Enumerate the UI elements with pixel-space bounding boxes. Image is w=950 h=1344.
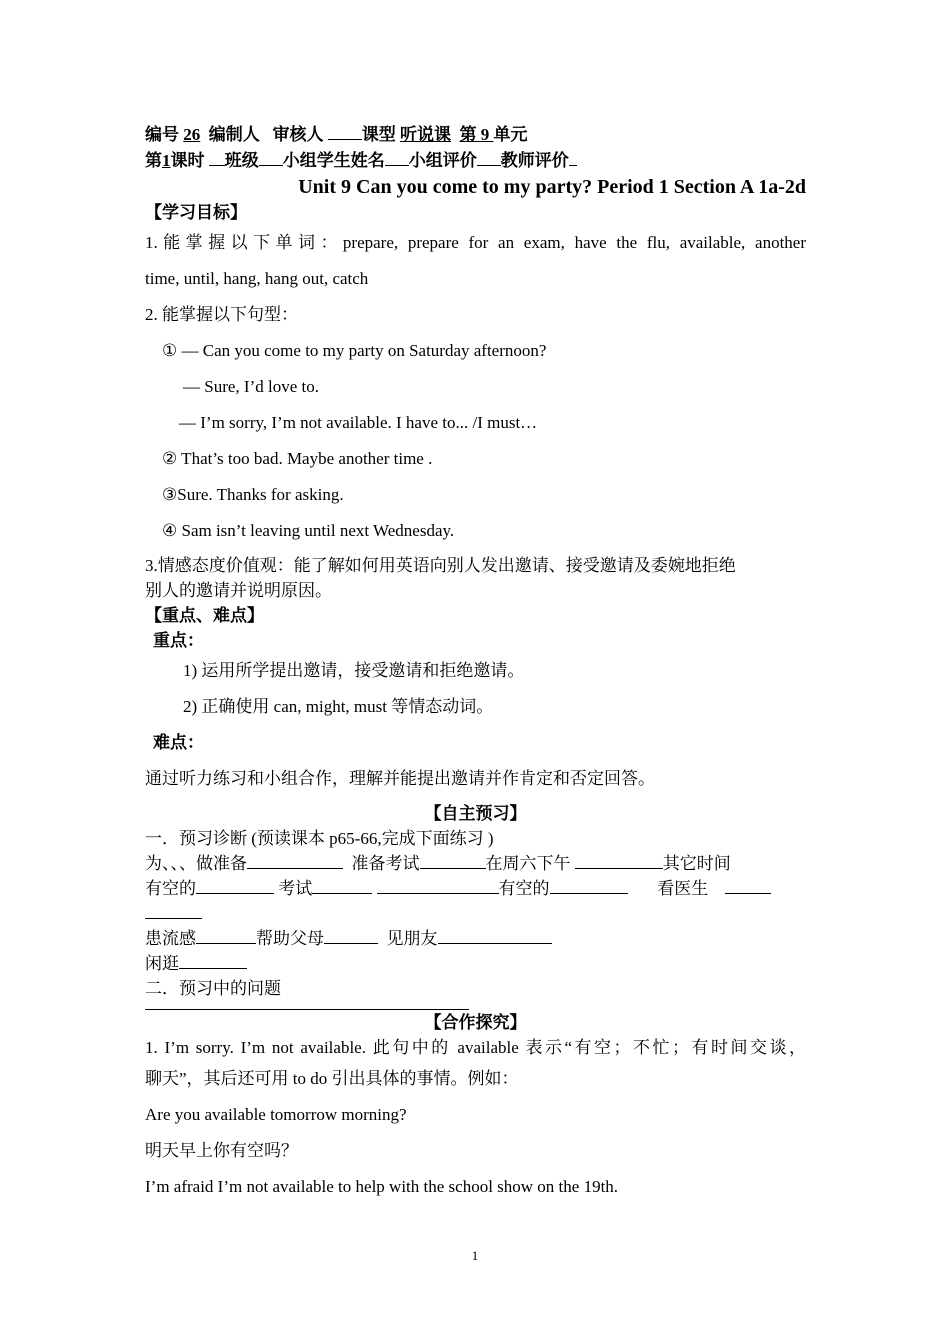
header-period-prefix: 第 bbox=[145, 151, 162, 170]
word-meet-friend: 见朋友 bbox=[386, 929, 438, 948]
word-see-doctor: 看医生 bbox=[657, 879, 709, 898]
word-prepare-for: 为、、、做准备 bbox=[145, 854, 247, 873]
sentence-3: ③Sure. Thanks for asking. bbox=[162, 485, 344, 504]
header-course-type-label: 课型 bbox=[361, 125, 396, 144]
header-unit-suffix: 单元 bbox=[493, 125, 528, 144]
difficult-point-1: 通过听力练习和小组合作，理解并能提出邀请并作肯定和否定回答。 bbox=[145, 769, 655, 788]
header-number-label: 编号 bbox=[145, 125, 179, 144]
group-blank[interactable] bbox=[385, 151, 409, 166]
coop-1-line-a: 1. I’m sorry. I’m not available. 此句中的 available 表示“有空；不忙；有时间交谈， bbox=[145, 1038, 806, 1057]
coop-heading: 【合作探究】 bbox=[424, 1013, 527, 1032]
word-saturday-afternoon: 在周六下午 bbox=[485, 854, 571, 873]
preview-heading: 【自主预习】 bbox=[424, 804, 527, 823]
sentence-2: ② That’s too bad. Maybe another time . bbox=[162, 449, 433, 468]
key-heading: 【重点、难点】 bbox=[145, 606, 264, 625]
header-line-1 bbox=[145, 122, 806, 148]
header-teacher-eval-label: 教师评价 bbox=[500, 151, 569, 170]
key-point-2: 2) 正确使用 can, might, must 等情态动词。 bbox=[183, 697, 494, 716]
header-group-eval-label: 小组评价 bbox=[408, 151, 477, 170]
blank-phrase[interactable] bbox=[377, 879, 499, 894]
word-hang-out: 闲逛 bbox=[145, 954, 179, 973]
header-unit-number: 9 bbox=[480, 125, 490, 144]
document-page bbox=[145, 122, 806, 1205]
header-class-label: 班级 bbox=[224, 151, 259, 170]
group-eval-blank[interactable] bbox=[477, 151, 501, 166]
sentence-4: ④ Sam isn’t leaving until next Wednesday. bbox=[162, 521, 455, 540]
blank-prepare-exam[interactable] bbox=[420, 854, 486, 869]
goal-2: 2. 能掌握以下句型： bbox=[145, 305, 298, 324]
goals-heading: 【学习目标】 bbox=[145, 203, 247, 222]
difficult-points-label: 难点： bbox=[153, 733, 204, 752]
coop-1-line-b: 聊天”，其后还可用 to do 引出具体的事情。例如： bbox=[145, 1069, 519, 1088]
goal-3-line-b: 别人的邀请并说明原因。 bbox=[145, 581, 332, 600]
blank-meet-friend[interactable] bbox=[438, 929, 552, 944]
blank-available[interactable] bbox=[196, 879, 274, 894]
blank-see-doctor-cont[interactable] bbox=[145, 904, 202, 919]
blank-help-parents[interactable] bbox=[324, 929, 378, 944]
sentence-1-reply-b: — I’m sorry, I’m not available. I have to... /I must… bbox=[179, 413, 538, 432]
header-author-label: 编制人 bbox=[208, 125, 260, 144]
preview-words-row-4 bbox=[145, 951, 806, 976]
period-blank[interactable] bbox=[209, 151, 225, 166]
class-blank[interactable] bbox=[259, 151, 283, 166]
blank-exam[interactable] bbox=[312, 879, 372, 894]
goal-3-line-a: 3.情感态度价值观：能了解如何用英语向别人发出邀请、接受邀请及委婉地拒绝 bbox=[145, 556, 736, 575]
header-line-2 bbox=[145, 148, 806, 174]
word-available-2: 有空的 bbox=[498, 879, 550, 898]
preview-words-row-1 bbox=[145, 851, 806, 876]
key-point-1: 1) 运用所学提出邀请，接受邀请和拒绝邀请。 bbox=[183, 661, 525, 680]
goal-1-line-a: 1.能掌握以下单词：prepare, prepare for an exam, have the flu, available, another bbox=[145, 233, 806, 252]
header-group-label: 小组学生姓名 bbox=[282, 151, 385, 170]
page-title: Unit 9 Can you come to my party? Period 1 Section A 1a-2d bbox=[298, 176, 806, 198]
blank-have-flu[interactable] bbox=[196, 929, 256, 944]
word-have-flu: 患流感 bbox=[145, 929, 196, 948]
sentence-1: ① — Can you come to my party on Saturday afternoon? bbox=[162, 341, 547, 360]
blank-prepare-for[interactable] bbox=[247, 854, 343, 869]
word-help-parents: 帮助父母 bbox=[256, 929, 324, 948]
header-unit-prefix: 第 bbox=[459, 125, 477, 144]
word-exam: 考试 bbox=[278, 879, 313, 898]
example-1: Are you available tomorrow morning? bbox=[145, 1105, 407, 1124]
blank-available-2[interactable] bbox=[550, 879, 628, 894]
goal-1-line-b: time, until, hang, hang out, catch bbox=[145, 269, 369, 288]
key-points-label: 重点： bbox=[153, 631, 204, 650]
header-reviewer-label: 审核人 bbox=[272, 125, 324, 144]
word-another-time: 其它时间 bbox=[662, 854, 731, 873]
example-1-translation: 明天早上你有空吗？ bbox=[145, 1141, 298, 1160]
teacher-eval-blank[interactable] bbox=[569, 151, 577, 166]
example-2: I’m afraid I’m not available to help with the school show on the 19th. bbox=[145, 1177, 619, 1196]
preview-words-row-3 bbox=[145, 926, 806, 951]
header-period-suffix: 课时 bbox=[170, 151, 205, 170]
preview-part-2: 二．预习中的问题 bbox=[145, 979, 281, 998]
word-available: 有空的 bbox=[145, 879, 196, 898]
reviewer-blank[interactable] bbox=[328, 125, 362, 140]
header-course-type-value: 听说课 bbox=[400, 125, 451, 144]
page-number: 1 bbox=[471, 1248, 479, 1263]
header-period-number: 1 bbox=[162, 151, 171, 170]
blank-saturday-afternoon[interactable] bbox=[575, 854, 663, 869]
sentence-1-reply-a: — Sure, I’d love to. bbox=[183, 377, 319, 396]
header-number-value: 26 bbox=[183, 125, 201, 144]
preview-words-row-2 bbox=[145, 876, 806, 901]
preview-words-row-2-cont bbox=[145, 901, 806, 926]
word-prepare-exam: 准备考试 bbox=[351, 854, 420, 873]
blank-hang-out[interactable] bbox=[179, 954, 247, 969]
preview-part-1: 一．预习诊断 (预读课本 p65-66,完成下面练习 ) bbox=[145, 829, 494, 848]
blank-see-doctor[interactable] bbox=[725, 879, 771, 894]
